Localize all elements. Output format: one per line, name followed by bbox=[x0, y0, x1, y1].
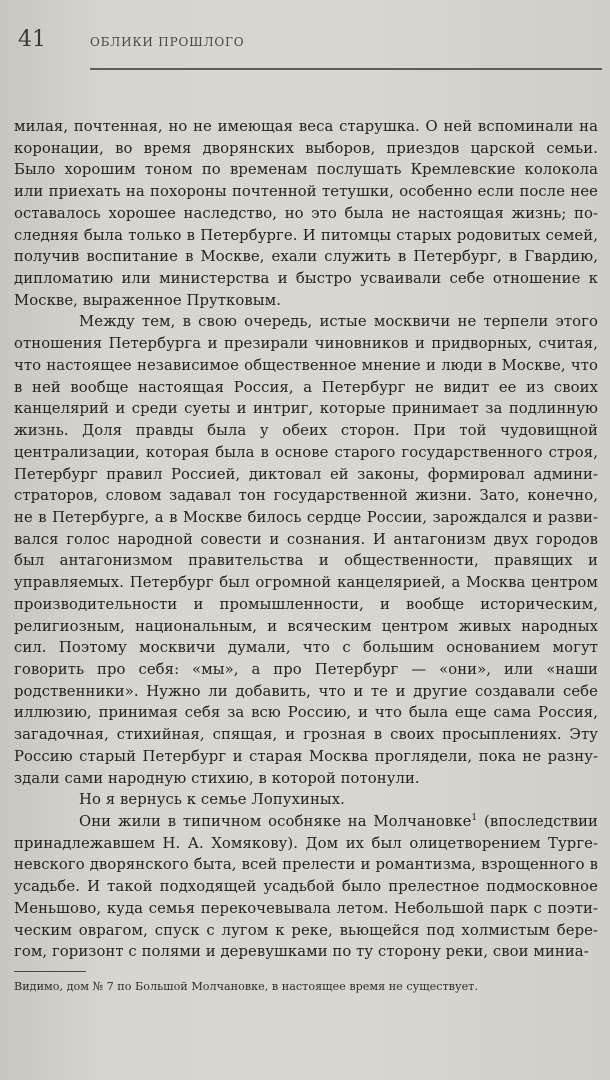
paragraph-1: милая, почтенная, но не имеющая веса старушка. О ней вспоминали на коронации, во время дворянских выборов, приездов царской семьи. Было хорошим тоном по временам послушать Кремлевские колокола или приехать на похороны почтенной тетушки, особенно если после нее оставалось хорошее наследство, но это была не настоящая жизнь; последняя была только в Петербурге. И питомцы старых родовитых семей, получив воспитание в Москве, ехали служить в Петербург, в Гвардию, дипломатию или министерства и быстро усваивали себе отношение к Москве, выраженное Прутковым. bbox=[14, 118, 598, 309]
running-title: ОБЛИКИ ПРОШЛОГО bbox=[90, 35, 245, 49]
paragraph-4-after-note: (впоследствии принадлежавшем Н. А. Хомякову). Дом их был олицетворением Тургеневского дворянского быта, всей прелести и романтизма, взрощенного в усадьбе. И такой подходящей усадьбой было прелестное подмосковное Меньшово, куда семья перекочевывала летом. Небольшой парк с поэтическим оврагом, спуск с лугом к реке, вьющейся под холмистым берегом, горизонт с полями и деревушками по ту сторону реки, свои миниа- bbox=[14, 813, 598, 961]
footnote: Видимо, дом № 7 по Большой Молчановке, в настоящее время не существует. bbox=[14, 980, 478, 993]
page-number: 41 bbox=[18, 27, 46, 52]
page-header bbox=[18, 26, 598, 78]
paragraph-4 bbox=[14, 811, 598, 963]
header-rule bbox=[90, 68, 602, 70]
paragraph-4-before-note: Они жили в типичном особняке на Молчановке bbox=[79, 813, 472, 830]
footnote-reference: 1 bbox=[471, 813, 478, 824]
paragraph-3: Но я вернусь к семье Лопухиных. bbox=[79, 791, 345, 809]
paragraph-2: Между тем, в свою очередь, истые москвичи не терпели этого отношения Петербурга и презирали чиновников и придворных, считая, что настоящее независимое общественное мнение и люди в Москве, что в ней вообще настоящая Россия, а Петербург не видит ее из своих канцелярий и среди суеты и интриг, которые принимает за подлинную жизнь. Доля правды была у обеих сторон. При той чудовищной централизации, которая была в основе старого государственного строя, Петербург правил Россией, диктовал ей законы, формировал администраторов, словом задавал тон государственной жизни. Зато, конечно, не в Петербурге, а в Москве билось сердце России, зарождался и развивался голос народной совести и сознания. И антагонизм двух городов был антагонизмом правительства и общественности, правящих и управляемых. Петербург был огромной канцелярией, а Москва центром производительности и промышленности, и вообще историческим, религиозным, национальным, и всяческим центром живых народных сил. Поэтому москвичи думали, что с большим основанием могут говорить про себя: «мы», а про Петербург — «они», или «наши родственники». Нужно ли добавить, что и те и другие создавали себе иллюзию, принимая себя за всю Россию, и что была еще сама Россия, загадочная, стихийная, спящая, и грозная в своих просыплениях. Эту Россию старый Петербург и старая Москва проглядели, пока не разнуздали сами народную стихию, в которой потонули. bbox=[14, 313, 598, 787]
footnote-rule bbox=[14, 971, 86, 972]
main-text bbox=[14, 116, 598, 963]
